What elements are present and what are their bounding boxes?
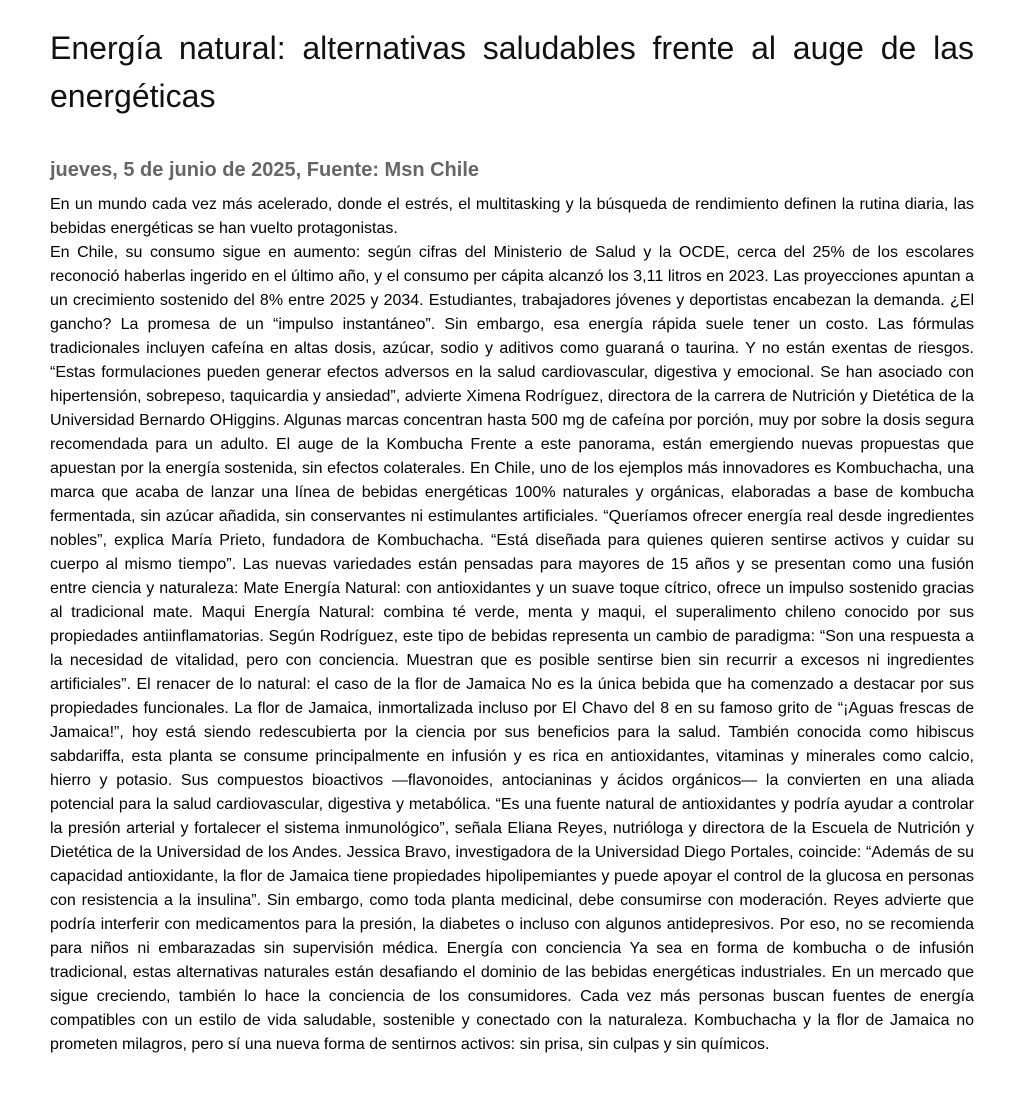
- article-meta: jueves, 5 de junio de 2025, Fuente: Msn Chile: [50, 159, 480, 181]
- article-body: [50, 193, 974, 1057]
- article-paragraph-main: En Chile, su consumo sigue en aumento: según cifras del Ministerio de Salud y la OCDE, cerca del 25% de los escolares reconoció haberlas ingerido en el último año, y el consumo per cápita alcanzó los 3,11 litros en 2023. Las proyecciones apuntan a un crecimiento sostenido del 8% entre 2025 y 2034. Estudiantes, trabajadores jóvenes y deportistas encabezan la demanda. ¿El gancho? La promesa de un “impulso instantáneo”. Sin embargo, esa energía rápida suele tener un costo. Las fórmulas tradicionales incluyen cafeína en altas dosis, azúcar, sodio y aditivos como guaraná o taurina. Y no están exentas de riesgos. “Estas formulaciones pueden generar efectos adversos en la salud cardiovascular, digestiva y emocional. Se han asociado con hipertensión, sobrepeso, taquicardia y ansiedad”, advierte Ximena Rodríguez, directora de la carrera de Nutrición y Dietética de la Universidad Bernardo OHiggins. Algunas marcas concentran hasta 500 mg de cafeína por porción, muy por sobre la dosis segura recomendada para un adulto. El auge de la Kombucha Frente a este panorama, están emergiendo nuevas propuestas que apuestan por la energía sostenida, sin efectos colaterales. En Chile, uno de los ejemplos más innovadores es Kombuchacha, una marca que acaba de lanzar una línea de bebidas energéticas 100% naturales y orgánicas, elaboradas a base de kombucha fermentada, sin azúcar añadida, sin conservantes ni estimulantes artificiales. “Queríamos ofrecer energía real desde ingredientes nobles”, explica María Prieto, fundadora de Kombuchacha. “Está diseñada para quienes quieren sentirse activos y cuidar su cuerpo al mismo tiempo”. Las nuevas variedades están pensadas para mayores de 15 años y se presentan como una fusión entre ciencia y naturaleza: Mate Energía Natural: con antioxidantes y un suave toque cítrico, ofrece un impulso sostenido gracias al tradicional mate. Maqui Energía Natural: combina té verde, menta y maqui, el superalimento chileno conocido por sus propiedades antiinflamatorias. Según Rodríguez, este tipo de bebidas representa un cambio de paradigma: “Son una respuesta a la necesidad de vitalidad, pero con conciencia. Muestran que es posible sentirse bien sin recurrir a excesos ni ingredientes artificiales”. El renacer de lo natural: el caso de la flor de Jamaica No es la única bebida que ha comenzado a destacar por sus propiedades funcionales. La flor de Jamaica, inmortalizada incluso por El Chavo del 8 en su famoso grito de “¡Aguas frescas de Jamaica!”, hoy está siendo redescubierta por la ciencia por sus beneficios para la salud. También conocida como hibiscus sabdariffa, esta planta se consume principalmente en infusión y es rica en antioxidantes, vitaminas y minerales como calcio, hierro y potasio. Sus compuestos bioactivos —flavonoides, antocianinas y ácidos orgánicos— la convierten en una aliada potencial para la salud cardiovascular, digestiva y metabólica. “Es una fuente natural de antioxidantes y podría ayudar a controlar la presión arterial y fortalecer el sistema inmunológico”, señala Eliana Reyes, nutrióloga y directora de la Escuela de Nutrición y Dietética de la Universidad de los Andes. Jessica Bravo, investigadora de la Universidad Diego Portales, coincide: “Además de su capacidad antioxidante, la flor de Jamaica tiene propiedades hipolipemiantes y puede apoyar el control de la glucosa en personas con resistencia a la insulina”. Sin embargo, como toda planta medicinal, debe consumirse con moderación. Reyes advierte que podría interferir con medicamentos para la presión, la diabetes o incluso con algunos antidepresivos. Por eso, no se recomienda para niños ni embarazadas sin supervisión médica. Energía con conciencia Ya sea en forma de kombucha o de infusión tradicional, estas alternativas naturales están desafiando el dominio de las bebidas energéticas industriales. En un mercado que sigue creciendo, también lo hace la conciencia de los consumidores. Cada vez más personas buscan fuentes de energía compatibles con un estilo de vida saludable, sostenible y conectado con la naturaleza. Kombuchacha y la flor de Jamaica no prometen milagros, pero sí una nueva forma de sentirnos activos: sin prisa, sin culpas y sin químicos.: [50, 244, 974, 1053]
- article-paragraph-intro: En un mundo cada vez más acelerado, donde el estrés, el multitasking y la búsqueda de rendimiento definen la rutina diaria, las bebidas energéticas se han vuelto protagonistas.: [50, 196, 974, 237]
- article-title: Energía natural: alternativas saludables frente al auge de las energéticas: [50, 30, 974, 114]
- article: [50, 24, 974, 1057]
